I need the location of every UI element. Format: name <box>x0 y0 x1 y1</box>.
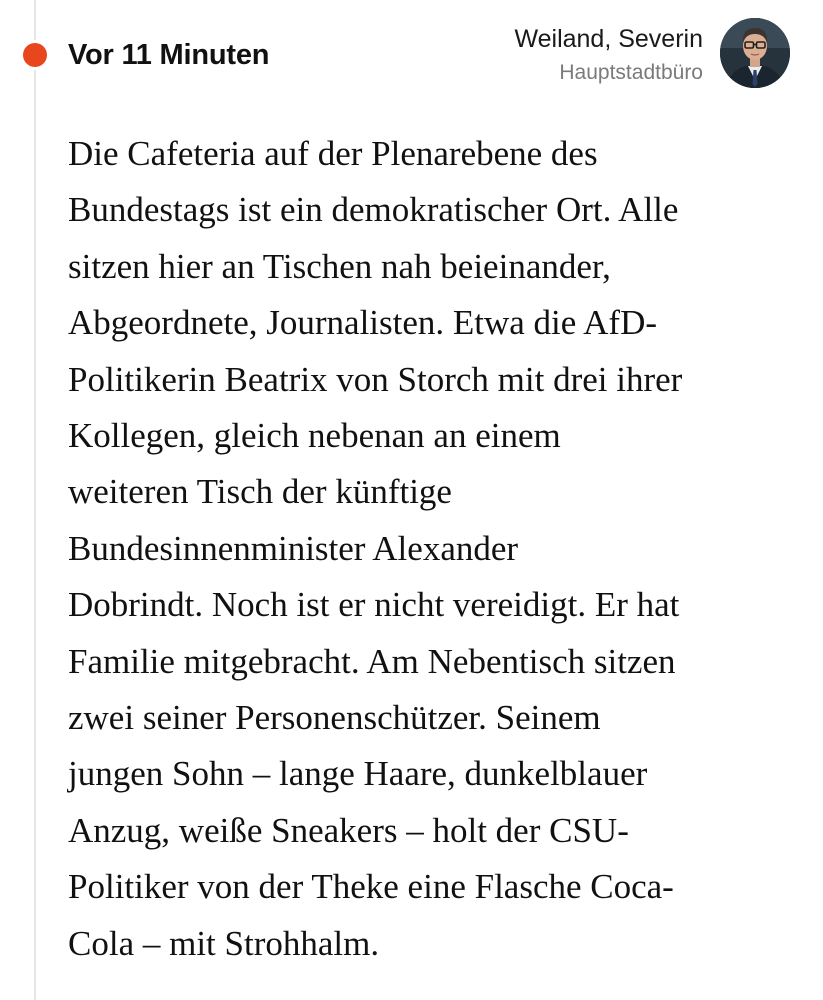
author-name[interactable]: Weiland, Severin <box>514 25 703 53</box>
author-info[interactable] <box>514 22 703 88</box>
timeline-line <box>34 0 36 1000</box>
author-portrait-icon <box>720 18 790 88</box>
author-department: Hauptstadtbüro <box>559 61 703 84</box>
timeline-dot <box>23 43 47 67</box>
entry-body-text: Die Cafeteria auf der Plenarebene des Bundestags ist ein demokratischer Ort. Alle sitzen hier an Tischen nah beieinander, Abgeordnete, Journalisten. Etwa die AfD- Politikerin Beatrix von Storch mit drei ihrer Kollegen, gleich nebenan an einem weiteren Tisch der künftige Bundesinnenminister Alexander Dobrindt. Noch ist er nicht vereidigt. Er hat Familie mitgebracht. Am Nebentisch sitzen zwei seiner Personenschützer. Seinem jungen Sohn – lange Haare, dunkelblauer Anzug, weiße Sneakers – holt der CSU- Politiker von der Theke eine Flasche Coca- Cola – mit Strohhalm. <box>68 134 683 963</box>
entry-timestamp: Vor 11 Minuten <box>68 39 270 71</box>
author-avatar[interactable] <box>720 18 790 88</box>
